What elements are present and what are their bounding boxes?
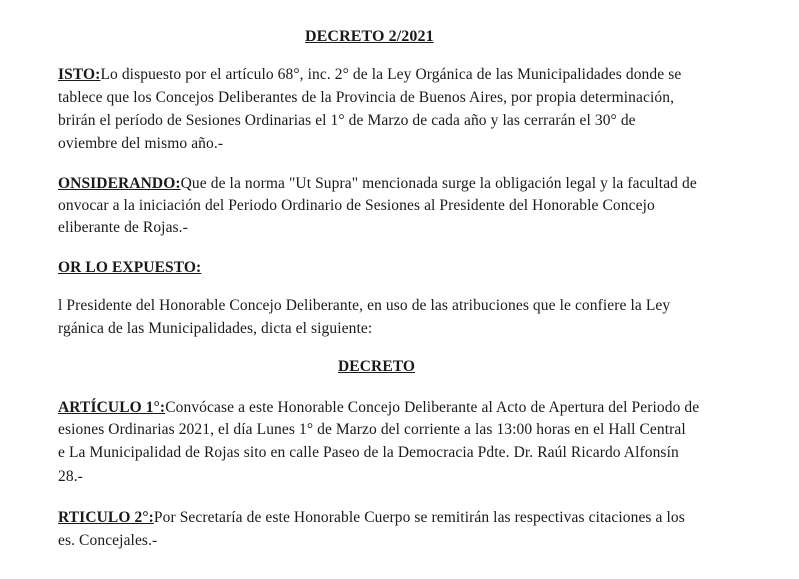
considerando-line-2: onvocar a la iniciación del Periodo Ordinario de Sesiones al Presidente del Honorable Concejo bbox=[58, 197, 655, 214]
preamble-line-1: l Presidente del Honorable Concejo Deliberante, en uso de las atribuciones que le confiere la Ley bbox=[58, 297, 671, 314]
articulo1-line-1 bbox=[58, 399, 699, 417]
considerando-line-1 bbox=[58, 175, 697, 193]
articulo2-heading: RTICULO 2°: bbox=[58, 509, 154, 526]
articulo2-line-1 bbox=[58, 509, 685, 527]
articulo1-text: Convócase a este Honorable Concejo Deliberante al Acto de Apertura del Periodo de bbox=[165, 399, 700, 416]
articulo2-text: Por Secretaría de este Honorable Cuerpo se remitirán las respectivas citaciones a los bbox=[153, 509, 685, 526]
visto-line-3: brirán el período de Sesiones Ordinarias el 1° de Marzo de cada año y las cerrarán el 30° de bbox=[58, 112, 636, 129]
considerando-text: Que de la norma "Ut Supra" mencionada surge la obligación legal y la facultad de bbox=[180, 175, 697, 192]
articulo1-line-3: e La Municipalidad de Rojas sito en calle Paseo de la Democracia Pdte. Dr. Raúl Ricardo Alfonsín bbox=[58, 444, 679, 461]
articulo1-line-4: 28.- bbox=[58, 468, 83, 485]
por-lo-expuesto-heading: OR LO EXPUESTO: bbox=[58, 259, 202, 276]
visto-heading: ISTO: bbox=[58, 66, 101, 83]
visto-text: Lo dispuesto por el artículo 68°, inc. 2° de la Ley Orgánica de las Municipalidades donde se bbox=[100, 66, 682, 83]
visto-line-4: oviembre del mismo año.- bbox=[58, 135, 224, 152]
articulo2-line-2: es. Concejales.- bbox=[58, 532, 158, 549]
preamble-line-2: rgánica de las Municipalidades, dicta el siguiente: bbox=[58, 320, 373, 337]
articulo1-line-2: esiones Ordinarias 2021, el día Lunes 1° de Marzo del corriente a las 13:00 horas en el Hall Central bbox=[58, 421, 686, 438]
articulo1-heading: ARTÍCULO 1°: bbox=[58, 399, 166, 416]
considerando-line-3: eliberante de Rojas.- bbox=[58, 219, 188, 236]
visto-line-1 bbox=[58, 66, 681, 84]
document-title: DECRETO 2/2021 bbox=[305, 28, 434, 45]
visto-line-2: tablece que los Concejos Deliberantes de la Provincia de Buenos Aires, por propia determinación, bbox=[58, 89, 675, 106]
considerando-heading: ONSIDERANDO: bbox=[58, 175, 181, 192]
decreto-heading: DECRETO bbox=[338, 358, 416, 375]
